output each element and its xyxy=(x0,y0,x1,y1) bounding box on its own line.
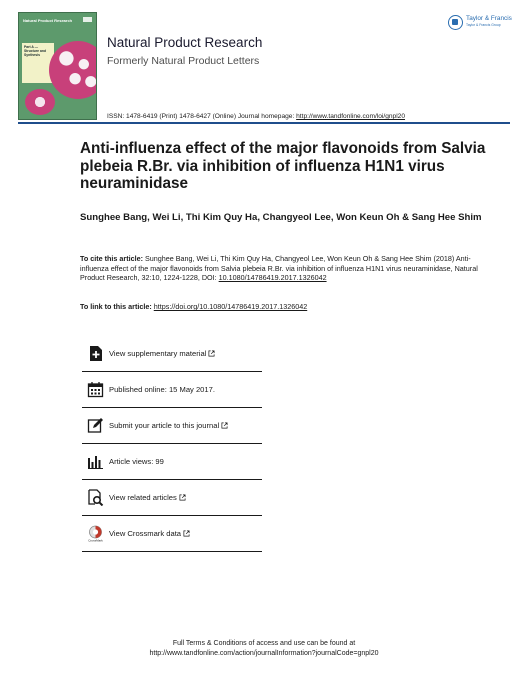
cover-title: Natural Product Research xyxy=(23,18,73,23)
journal-cover-image xyxy=(18,12,97,120)
article-title: Anti-influenza effect of the major flavonoids from Salvia plebeia R.Br. via inhibition of influenza H1N1 virus neuraminidase xyxy=(80,140,486,192)
action-article-views xyxy=(82,444,262,480)
publisher-name: Taylor & Francis xyxy=(466,15,512,22)
action-crossmark[interactable] xyxy=(82,516,262,552)
action-related-articles[interactable] xyxy=(82,480,262,516)
crossmark-text: CrossMark xyxy=(88,538,103,542)
plus-document-icon xyxy=(87,345,104,362)
action-label: View supplementary material xyxy=(109,349,215,358)
journal-subtitle: Formerly Natural Product Letters xyxy=(107,55,260,67)
footer xyxy=(0,639,528,659)
search-document-icon xyxy=(87,489,104,506)
cite-label: To cite this article: xyxy=(80,254,143,263)
action-label: View related articles xyxy=(109,493,186,502)
action-label: Article views: 99 xyxy=(109,457,164,466)
cite-text: Sunghee Bang, Wei Li, Thi Kim Quy Ha, Changyeol Lee, Won Keun Oh & Sang Hee Shim (2018) Anti-influenza effect of the major flavonoids from Salvia plebeia R.Br. via inhibition of influenza H1N1 virus neuraminidase, Natural Product Research, 32:10, 1224-1228, DOI: xyxy=(80,254,478,283)
article-doi-link[interactable]: https://doi.org/10.1080/14786419.2017.1326042 xyxy=(153,302,308,311)
cite-doi-link[interactable]: 10.1080/14786419.2017.1326042 xyxy=(218,273,327,283)
calendar-icon xyxy=(87,381,104,398)
external-link-icon xyxy=(221,422,228,429)
crossmark-icon xyxy=(87,525,104,542)
bar-chart-icon xyxy=(87,453,104,470)
citation-block xyxy=(80,254,480,283)
external-link-icon xyxy=(179,494,186,501)
footer-terms-link[interactable]: http://www.tandfonline.com/action/journalInformation?journalCode=gnpl20 xyxy=(149,650,379,657)
taylor-francis-logo-icon xyxy=(448,15,463,30)
cover-flower-graphic xyxy=(49,41,97,99)
publisher-tagline: Taylor & Francis Group xyxy=(466,23,501,27)
footer-terms-text: Full Terms & Conditions of access and use can be found at xyxy=(172,640,356,647)
action-published-online xyxy=(82,372,262,408)
article-authors: Sunghee Bang, Wei Li, Thi Kim Quy Ha, Changyeol Lee, Won Keun Oh & Sang Hee Shim xyxy=(80,212,482,223)
journal-title: Natural Product Research xyxy=(107,35,263,50)
action-label: View Crossmark data xyxy=(109,529,190,538)
issn-text: ISSN: 1478-6419 (Print) 1478-6427 (Online) Journal homepage: xyxy=(107,113,297,120)
publisher-logo xyxy=(448,13,518,35)
link-label: To link to this article: xyxy=(80,302,154,311)
action-label: Published online: 15 May 2017. xyxy=(109,385,215,394)
article-actions-list xyxy=(82,336,262,552)
edit-icon xyxy=(87,417,104,434)
external-link-icon xyxy=(183,530,190,537)
cover-flower-small-graphic xyxy=(25,89,55,115)
header-divider xyxy=(18,122,510,124)
cover-panel-text: Part A — Structure and Synthesis xyxy=(24,45,47,57)
action-supplementary-material[interactable] xyxy=(82,336,262,372)
action-label: Submit your article to this journal xyxy=(109,421,228,430)
link-to-article xyxy=(80,302,500,312)
issn-line xyxy=(107,113,405,120)
external-link-icon xyxy=(208,350,215,357)
action-submit-article[interactable] xyxy=(82,408,262,444)
journal-homepage-link[interactable]: http://www.tandfonline.com/loi/gnpl20 xyxy=(296,113,406,120)
